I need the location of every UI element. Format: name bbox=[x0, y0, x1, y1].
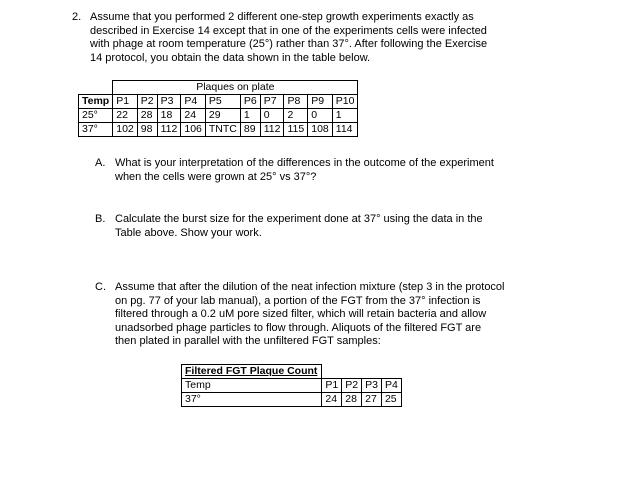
question-line: with phage at room temperature (25°) rather than 37°. After following the Exercise bbox=[90, 38, 488, 50]
part-a-line: What is your interpretation of the differences in the outcome of the experiment bbox=[115, 157, 494, 169]
question-line: described in Exercise 14 except that in one of the experiments cells were infected bbox=[90, 24, 487, 37]
filtered-cell: 24 bbox=[322, 393, 342, 407]
header-cell: Temp bbox=[79, 95, 113, 109]
part-b bbox=[95, 213, 555, 240]
header-cell: P3 bbox=[157, 95, 181, 109]
table-cell: 108 bbox=[308, 123, 333, 137]
table-row bbox=[79, 109, 358, 123]
part-b-line: Calculate the burst size for the experiment done at 37° using the data in the bbox=[115, 213, 483, 225]
header-cell: P9 bbox=[308, 95, 333, 109]
filtered-header-row bbox=[182, 379, 402, 393]
table-cell: 112 bbox=[260, 123, 284, 137]
header-cell: P2 bbox=[137, 95, 157, 109]
header-cell: P7 bbox=[260, 95, 284, 109]
part-c-text bbox=[115, 281, 555, 349]
table-cell: 1 bbox=[332, 109, 358, 123]
part-c-line: then plated in parallel with the unfiltered FGT samples: bbox=[115, 335, 381, 347]
table-cell: TNTC bbox=[205, 123, 240, 137]
table-cell: 1 bbox=[240, 109, 260, 123]
header-cell: P6 bbox=[240, 95, 260, 109]
table-cell: 25° bbox=[79, 109, 113, 123]
plaque-table bbox=[78, 80, 358, 137]
table-cell: 22 bbox=[113, 109, 138, 123]
header-cell: P4 bbox=[181, 95, 206, 109]
table-cell: 2 bbox=[284, 109, 308, 123]
part-c-line: on pg. 77 of your lab manual), a portion of the FGT from the 37° infection is bbox=[115, 294, 481, 307]
part-b-line: Table above. Show your work. bbox=[115, 226, 262, 239]
table-cell: 0 bbox=[308, 109, 333, 123]
filtered-header-cell: P4 bbox=[381, 379, 401, 393]
filtered-header-cell: P3 bbox=[362, 379, 382, 393]
filtered-cell: 25 bbox=[381, 393, 401, 407]
table-cell: 112 bbox=[157, 123, 181, 137]
filtered-cell: 28 bbox=[342, 393, 362, 407]
filtered-header-cell: P2 bbox=[342, 379, 362, 393]
filtered-cell: 37° bbox=[182, 393, 322, 407]
header-cell: P5 bbox=[205, 95, 240, 109]
part-a-line: when the cells were grown at 25° vs 37°? bbox=[115, 170, 317, 183]
table-cell: 114 bbox=[332, 123, 358, 137]
table-cell: 98 bbox=[137, 123, 157, 137]
table-title: Plaques on plate bbox=[113, 81, 358, 95]
part-a bbox=[95, 157, 555, 184]
table-cell: 24 bbox=[181, 109, 206, 123]
part-a-label: A. bbox=[95, 157, 106, 169]
part-c bbox=[95, 281, 555, 349]
table-cell: 106 bbox=[181, 123, 206, 137]
question-2 bbox=[72, 11, 542, 65]
filtered-row bbox=[182, 393, 402, 407]
table-row bbox=[79, 123, 358, 137]
part-b-label: B. bbox=[95, 213, 106, 225]
table-cell: 102 bbox=[113, 123, 138, 137]
header-cell: P8 bbox=[284, 95, 308, 109]
question-line: Assume that you performed 2 different one-step growth experiments exactly as bbox=[90, 11, 474, 23]
filtered-cell: 27 bbox=[362, 393, 382, 407]
table-header-row bbox=[79, 95, 358, 109]
table-cell: 115 bbox=[284, 123, 308, 137]
question-text bbox=[90, 11, 542, 65]
question-number: 2. bbox=[72, 11, 82, 23]
part-c-line: unadsorbed phage particles to flow through. Aliquots of the filtered FGT are bbox=[115, 321, 482, 334]
question-line: 14 protocol, you obtain the data shown in the table below. bbox=[90, 51, 371, 64]
table-cell: 28 bbox=[137, 109, 157, 123]
table-cell: 0 bbox=[260, 109, 284, 123]
part-c-line: filtered through a 0.2 uM pore sized filter, which will retain bacteria and allow bbox=[115, 308, 487, 320]
part-b-text bbox=[115, 213, 555, 240]
part-a-text bbox=[115, 157, 555, 184]
table-cell: 29 bbox=[205, 109, 240, 123]
filtered-header-cell: Temp bbox=[182, 379, 322, 393]
table-cell: 89 bbox=[240, 123, 260, 137]
filtered-table bbox=[181, 364, 402, 407]
table-cell: 37° bbox=[79, 123, 113, 137]
header-cell: P1 bbox=[113, 95, 138, 109]
filtered-header-cell: P1 bbox=[322, 379, 342, 393]
table-cell: 18 bbox=[157, 109, 181, 123]
table-title-row bbox=[79, 81, 358, 95]
filtered-title-row bbox=[182, 365, 402, 379]
filtered-table-title: Filtered FGT Plaque Count bbox=[182, 365, 322, 379]
header-cell: P10 bbox=[332, 95, 358, 109]
part-c-label: C. bbox=[95, 281, 106, 293]
part-c-line: Assume that after the dilution of the neat infection mixture (step 3 in the protocol bbox=[115, 281, 505, 293]
